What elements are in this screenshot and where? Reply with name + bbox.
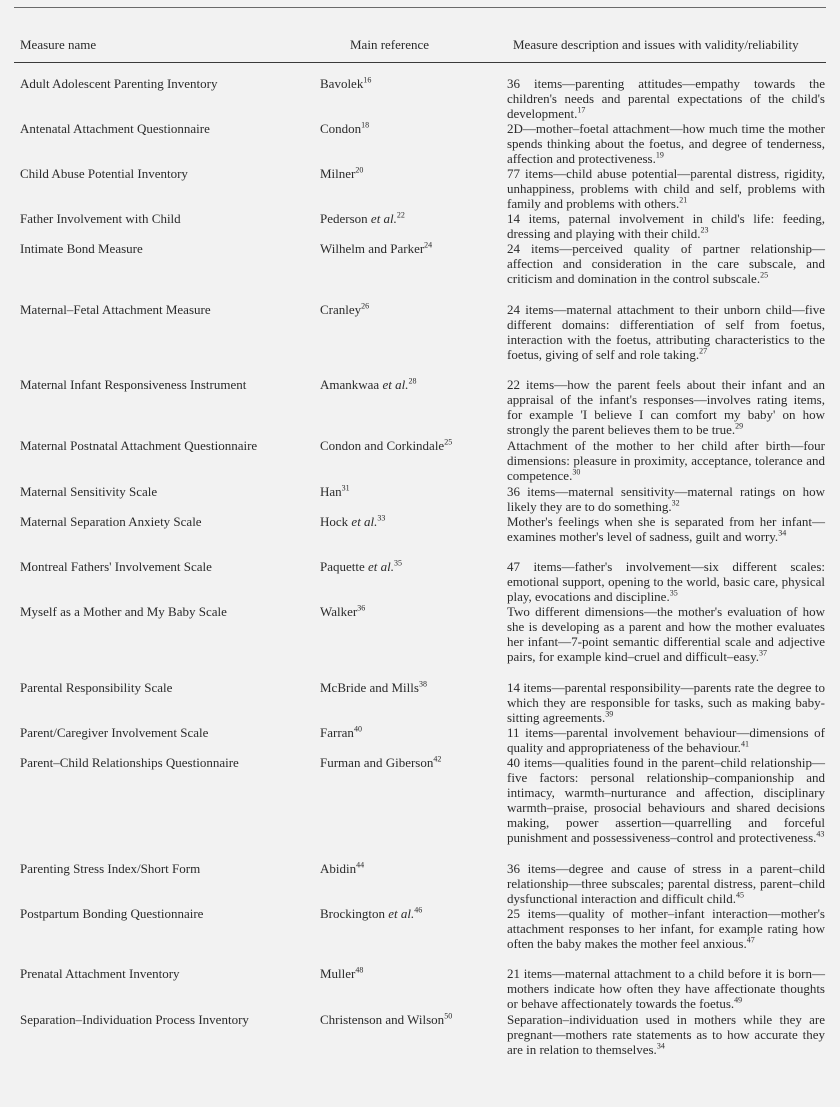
- measure-description: [507, 166, 825, 211]
- reference-citation-number: 16: [363, 75, 372, 85]
- measure-description: [507, 906, 825, 951]
- description-citation-number: 35: [669, 588, 678, 598]
- header-rule: [14, 62, 826, 63]
- reference-citation-number: 20: [355, 165, 364, 175]
- description-text: 14 items—parental responsibility—parents rate the degree to which they are responsible for tasks, such as making baby-sitting agreements.: [507, 680, 825, 725]
- description-citation-number: 43: [816, 829, 825, 839]
- reference-author: Condon: [320, 121, 362, 136]
- description-text: 40 items—qualities found in the parent–child relationship—five factors: personal relationship–companionship and intimacy, warmth–nurturance and affection, disciplinary warmth–praise, prosocial behaviours and shared decisions making, power assertion—quarrelling and forceful punishment and possessiveness–control and protectiveness.: [507, 755, 825, 845]
- measure-name: Intimate Bond Measure: [20, 241, 143, 256]
- description-text: Two different dimensions—the mother's evaluation of how she is developing as a parent and how the mother evaluates her infant—7-point semantic differential scale and adjective pairs, for example kind–cruel and difficult–easy.: [507, 604, 825, 664]
- main-reference: [320, 725, 500, 740]
- description-text: Separation–individuation used in mothers while they are pregnant—mothers rate statements as to how accurate they are in relation to themselves.: [507, 1012, 825, 1057]
- reference-citation-number: 28: [408, 376, 417, 386]
- reference-author: Pederson: [320, 211, 371, 226]
- measure-name: Montreal Fathers' Involvement Scale: [20, 559, 212, 574]
- description-text: 14 items, paternal involvement in child's life: feeding, dressing and playing with their child.: [507, 211, 825, 241]
- measure-name: Parent/Caregiver Involvement Scale: [20, 725, 209, 740]
- main-reference: [320, 559, 500, 574]
- reference-author: Wilhelm and Parker: [320, 241, 425, 256]
- reference-citation-number: 35: [394, 558, 403, 568]
- measure-name: Postpartum Bonding Questionnaire: [20, 906, 204, 921]
- reference-author: Brockington: [320, 906, 389, 921]
- description-citation-number: 34: [778, 528, 787, 538]
- measure-name: Child Abuse Potential Inventory: [20, 166, 188, 181]
- measure-description: [507, 755, 825, 845]
- main-reference: [320, 906, 500, 921]
- measure-description: [507, 966, 825, 1011]
- measure-description: [507, 725, 825, 755]
- description-text: 25 items—quality of mother–infant interaction—mother's attachment responses to her infant, for example rating how often the baby makes the mother feel anxious.: [507, 906, 825, 951]
- reference-author: Furman and Giberson: [320, 755, 434, 770]
- reference-author: Hock: [320, 514, 352, 529]
- description-citation-number: 29: [735, 421, 744, 431]
- description-citation-number: 39: [605, 709, 614, 719]
- description-citation-number: 37: [758, 648, 767, 658]
- description-citation-number: 30: [572, 467, 581, 477]
- reference-citation-number: 26: [361, 301, 370, 311]
- measure-description: [507, 604, 825, 664]
- measure-description: [507, 1012, 825, 1057]
- measure-name: Maternal–Fetal Attachment Measure: [20, 302, 211, 317]
- reference-author: Condon and Corkindale: [320, 438, 445, 453]
- description-text: 36 items—parenting attitudes—empathy towards the children's needs and parental expectations of the child's development.: [507, 76, 825, 121]
- reference-author: Abidin: [320, 861, 357, 876]
- reference-citation-number: 46: [414, 905, 423, 915]
- measure-name: Separation–Individuation Process Inventory: [20, 1012, 249, 1027]
- main-reference: [320, 604, 500, 619]
- reference-citation-number: 18: [361, 120, 370, 130]
- reference-citation-number: 22: [396, 210, 405, 220]
- measure-description: [507, 211, 825, 241]
- reference-author: McBride and Mills: [320, 680, 419, 695]
- measure-name: Maternal Postnatal Attachment Questionnaire: [20, 438, 258, 453]
- reference-author: Muller: [320, 966, 356, 981]
- reference-author: Bavolek: [320, 76, 364, 91]
- main-reference: [320, 680, 500, 695]
- measure-description: [507, 514, 825, 544]
- main-reference: [320, 76, 500, 91]
- measure-description: [507, 302, 825, 362]
- reference-author: Cranley: [320, 302, 362, 317]
- description-citation-number: 17: [577, 105, 586, 115]
- description-text: 77 items—child abuse potential—parental distress, rigidity, unhappiness, problems with child and self, problems with family and problems with others.: [507, 166, 825, 211]
- description-text: 24 items—maternal attachment to their unborn child—five different domains: differentiation of self from foetus, interaction with the foetus, attributing characteristics to the foetus, giving of self and role taking.: [507, 302, 825, 362]
- main-reference: [320, 241, 500, 256]
- measure-description: [507, 680, 825, 725]
- measure-name: Antenatal Attachment Questionnaire: [20, 121, 210, 136]
- reference-citation-number: 42: [433, 754, 442, 764]
- header-measure-name: Measure name: [20, 37, 97, 52]
- description-citation-number: 23: [700, 225, 709, 235]
- description-text: 24 items—perceived quality of partner relationship—affection and consideration in the care subscale, and criticism and domination in the control subscale.: [507, 241, 825, 286]
- description-text: 47 items—father's involvement—six different scales: emotional support, opening to the world, basic care, physical play, evocations and discipline.: [507, 559, 825, 604]
- reference-author: Han: [320, 484, 342, 499]
- reference-et-al: et al.: [388, 906, 415, 921]
- measure-name: Adult Adolescent Parenting Inventory: [20, 76, 218, 91]
- main-reference: [320, 1012, 500, 1027]
- reference-citation-number: 25: [444, 437, 453, 447]
- description-text: 2D—mother–foetal attachment—how much time the mother spends thinking about the foetus, and degree of tenderness, affection and protectiveness.: [507, 121, 825, 166]
- reference-citation-number: 48: [355, 965, 364, 975]
- reference-citation-number: 24: [424, 240, 433, 250]
- measure-name: Prenatal Attachment Inventory: [20, 966, 180, 981]
- measure-name: Myself as a Mother and My Baby Scale: [20, 604, 227, 619]
- main-reference: [320, 121, 500, 136]
- reference-citation-number: 40: [353, 724, 362, 734]
- reference-citation-number: 50: [444, 1011, 453, 1021]
- measure-name: Maternal Sensitivity Scale: [20, 484, 158, 499]
- measure-name: Maternal Separation Anxiety Scale: [20, 514, 202, 529]
- description-citation-number: 19: [655, 150, 664, 160]
- reference-citation-number: 36: [357, 603, 366, 613]
- measure-name: Parenting Stress Index/Short Form: [20, 861, 201, 876]
- reference-et-al: et al.: [351, 514, 378, 529]
- measure-name: Maternal Infant Responsiveness Instrument: [20, 377, 247, 392]
- description-text: 36 items—maternal sensitivity—maternal ratings on how likely they are to do something.: [507, 484, 825, 514]
- main-reference: [320, 755, 500, 770]
- reference-author: Farran: [320, 725, 354, 740]
- main-reference: [320, 966, 500, 981]
- reference-et-al: et al.: [368, 559, 395, 574]
- reference-citation-number: 38: [418, 679, 427, 689]
- measure-name: Father Involvement with Child: [20, 211, 181, 226]
- reference-citation-number: 31: [341, 483, 350, 493]
- description-citation-number: 21: [679, 195, 688, 205]
- measure-description: [507, 438, 825, 483]
- measure-description: [507, 861, 825, 906]
- description-citation-number: 49: [734, 995, 743, 1005]
- reference-et-al: et al.: [382, 377, 409, 392]
- measure-description: [507, 76, 825, 121]
- main-reference: [320, 514, 500, 529]
- header-main-reference: Main reference: [350, 37, 430, 52]
- main-reference: [320, 211, 500, 226]
- reference-author: Paquette: [320, 559, 369, 574]
- description-text: Attachment of the mother to her child after birth—four dimensions: pleasure in proximity, acceptance, tolerance and competence.: [507, 438, 825, 483]
- description-citation-number: 27: [699, 346, 708, 356]
- description-citation-number: 45: [736, 890, 745, 900]
- reference-author: Milner: [320, 166, 356, 181]
- description-citation-number: 41: [740, 739, 749, 749]
- description-citation-number: 25: [760, 270, 769, 280]
- measure-description: [507, 377, 825, 437]
- top-rule: [14, 7, 826, 8]
- reference-author: Amankwaa: [320, 377, 383, 392]
- measure-description: [507, 241, 825, 286]
- description-text: 21 items—maternal attachment to a child before it is born—mothers indicate how often they have affectionate thoughts or behave affectionately towards the foetus.: [507, 966, 825, 1011]
- measure-description: [507, 121, 825, 166]
- measure-name: Parental Responsibility Scale: [20, 680, 173, 695]
- description-text: Mother's feelings when she is separated from her infant—examines mother's level of sadness, guilt and worry.: [507, 514, 825, 544]
- description-text: 22 items—how the parent feels about their infant and an appraisal of the infant's responses—involves rating items, for example 'I believe I can comfort my baby' on how strongly the parent believes them to be true.: [507, 377, 825, 437]
- main-reference: [320, 377, 500, 392]
- description-citation-number: 34: [656, 1041, 665, 1051]
- measure-name: Parent–Child Relationships Questionnaire: [20, 755, 239, 770]
- main-reference: [320, 166, 500, 181]
- main-reference: [320, 438, 500, 453]
- reference-author: Walker: [320, 604, 358, 619]
- main-reference: [320, 302, 500, 317]
- header-description: Measure description and issues with validity/reliability: [513, 37, 799, 52]
- main-reference: [320, 861, 500, 876]
- description-citation-number: 32: [671, 498, 680, 508]
- reference-citation-number: 33: [377, 513, 386, 523]
- reference-et-al: et al.: [370, 211, 397, 226]
- measure-description: [507, 559, 825, 604]
- main-reference: [320, 484, 500, 499]
- reference-author: Christenson and Wilson: [320, 1012, 445, 1027]
- measure-description: [507, 484, 825, 514]
- description-text: 11 items—parental involvement behaviour—dimensions of quality and appropriateness of the behaviour.: [507, 725, 825, 755]
- description-text: 36 items—degree and cause of stress in a parent–child relationship—three subscales; parental distress, parent–child dysfunctional interaction and difficult child.: [507, 861, 825, 906]
- reference-citation-number: 44: [356, 860, 365, 870]
- description-citation-number: 47: [746, 935, 755, 945]
